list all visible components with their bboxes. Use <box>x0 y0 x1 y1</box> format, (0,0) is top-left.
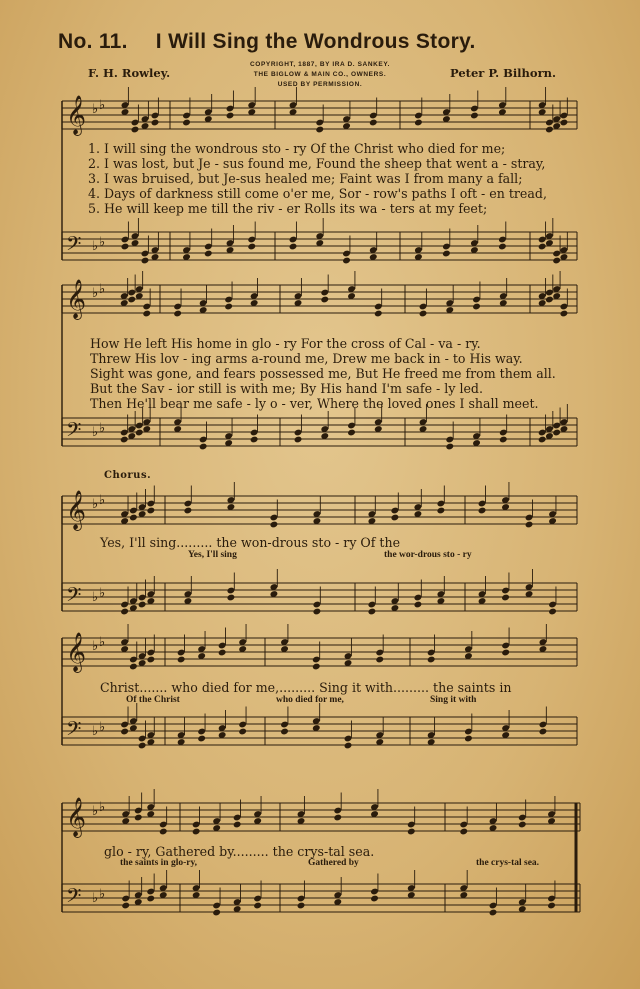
note-head <box>538 243 547 251</box>
chorus-line-3: glo - ry, Gathered by......... the crys-tal sea. <box>104 844 375 859</box>
note-head <box>472 303 481 311</box>
note-head <box>414 119 423 127</box>
note-head <box>159 828 168 836</box>
note-head <box>184 507 193 515</box>
note-head <box>294 436 303 444</box>
note-head <box>147 656 156 664</box>
note-head <box>375 656 384 664</box>
flat-sign: ♭ <box>92 102 99 117</box>
chorus-label: Chorus. <box>104 470 152 481</box>
note-head <box>414 601 423 609</box>
note-head <box>560 310 569 318</box>
note-head <box>253 902 262 910</box>
note-head <box>333 814 342 822</box>
note-head <box>120 436 129 444</box>
treble-clef: 𝄞 <box>66 632 87 672</box>
treble-clef: 𝄞 <box>66 490 87 530</box>
verse-3-line-2: Sight was gone, and fears possessed me, But He freed me from them all. <box>90 366 556 381</box>
note-head <box>427 656 436 664</box>
composer-credit: Peter P. Bilhorn. <box>450 66 557 80</box>
note-head <box>134 814 143 822</box>
note-head <box>501 594 510 602</box>
flat-sign: ♭ <box>99 586 106 601</box>
note-head <box>312 663 321 671</box>
flat-sign: ♭ <box>92 239 99 254</box>
flat-sign: ♭ <box>99 493 106 508</box>
flat-sign: ♭ <box>92 425 99 440</box>
flat-sign: ♭ <box>92 286 99 301</box>
verse-4-line-2: But the Sav - ior still is with me; By His hand I'm safe - ly led. <box>90 381 483 396</box>
note-head <box>121 902 130 910</box>
note-head <box>151 119 160 127</box>
note-head <box>547 902 556 910</box>
note-head <box>247 243 256 251</box>
note-head <box>173 310 182 318</box>
note-head <box>552 257 561 265</box>
note-head <box>538 436 547 444</box>
treble-clef: 𝄞 <box>66 95 87 135</box>
note-head <box>289 243 298 251</box>
note-head <box>374 310 383 318</box>
verse-1-line-1: 1. I will sing the wondrous sto - ry Of the Christ who died for me; <box>88 141 506 156</box>
note-head <box>212 909 221 917</box>
note-head <box>120 608 129 616</box>
flat-sign: ♭ <box>99 635 106 650</box>
chorus-bass-lyric: the wor-drous sto - ry <box>384 550 472 560</box>
chorus-bass-lyric: Yes, I'll sing <box>188 550 237 560</box>
note-head <box>218 649 227 657</box>
note-head <box>131 126 140 134</box>
note-head <box>147 507 156 515</box>
note-head <box>501 649 510 657</box>
note-head <box>552 429 561 437</box>
note-head <box>129 663 138 671</box>
flat-sign: ♭ <box>99 800 106 815</box>
note-head <box>445 443 454 451</box>
note-head <box>313 608 322 616</box>
note-head <box>545 126 554 134</box>
bass-clef: 𝄢 <box>66 583 82 611</box>
note-head <box>135 429 144 437</box>
note-head <box>459 828 468 836</box>
flat-sign: ♭ <box>99 235 106 250</box>
note-head <box>233 821 242 829</box>
lyricist-credit: F. H. Rowley. <box>88 66 171 80</box>
note-head <box>224 303 233 311</box>
note-head <box>368 608 377 616</box>
treble-clef: 𝄞 <box>66 279 87 319</box>
note-head <box>142 310 151 318</box>
note-head <box>192 828 201 836</box>
note-head <box>499 436 508 444</box>
flat-sign: ♭ <box>92 590 99 605</box>
note-head <box>197 735 206 743</box>
note-head <box>320 296 329 304</box>
bass-clef: 𝄢 <box>66 418 82 446</box>
note-head <box>204 250 213 258</box>
flat-sign: ♭ <box>92 639 99 654</box>
copyright-line: COPYRIGHT, 1887, BY IRA D. SANKEY. <box>250 61 390 68</box>
treble-clef: 𝄞 <box>66 797 87 837</box>
note-head <box>539 728 548 736</box>
note-head <box>120 728 129 736</box>
note-head <box>391 514 400 522</box>
note-head <box>342 257 351 265</box>
flat-sign: ♭ <box>92 804 99 819</box>
bass-clef: 𝄢 <box>66 717 82 745</box>
flat-sign: ♭ <box>92 891 99 906</box>
flat-sign: ♭ <box>99 887 106 902</box>
chorus-line-1: Yes, I'll sing......... the won-drous sto - ry Of the <box>100 535 401 550</box>
note-head <box>238 728 247 736</box>
flat-sign: ♭ <box>99 421 106 436</box>
note-head <box>525 521 534 529</box>
verse-1-line-2: How He left His home in glo - ry For the cross of Cal - va - ry. <box>90 336 481 351</box>
flat-sign: ♭ <box>99 98 106 113</box>
note-head <box>407 828 416 836</box>
chorus-bass-lyric: Of the Christ <box>126 695 180 705</box>
note-head <box>478 507 487 515</box>
note-head <box>489 909 498 917</box>
note-head <box>560 119 569 127</box>
note-head <box>344 742 353 750</box>
note-head <box>498 243 507 251</box>
flat-sign: ♭ <box>99 720 106 735</box>
note-head <box>127 296 136 304</box>
note-head <box>419 310 428 318</box>
note-head <box>182 119 191 127</box>
flat-sign: ♭ <box>92 497 99 512</box>
chorus-bass-lyric: who died for me, <box>276 695 344 705</box>
note-head <box>129 514 138 522</box>
note-head <box>226 112 235 120</box>
verse-2-line-1: 2. I was lost, but Je - sus found me, Found the sheep that went a - stray, <box>88 156 546 171</box>
bass-clef: 𝄢 <box>66 232 82 260</box>
note-head <box>442 250 451 258</box>
chorus-bass-lyric: the saints in glo-ry, <box>120 858 198 868</box>
note-head <box>464 735 473 743</box>
hymn-number: No. 11. <box>58 30 128 53</box>
flat-sign: ♭ <box>92 724 99 739</box>
note-head <box>545 296 554 304</box>
note-head <box>121 243 130 251</box>
chorus-bass-lyric: the crys-tal sea. <box>476 858 540 868</box>
note-head <box>518 821 527 829</box>
flat-sign: ♭ <box>99 282 106 297</box>
note-head <box>270 521 279 529</box>
note-head <box>199 443 208 451</box>
note-head <box>141 257 150 265</box>
note-head <box>470 112 479 120</box>
note-head <box>370 895 379 903</box>
chorus-bass-lyric: Sing it with <box>430 695 477 705</box>
note-head <box>548 608 557 616</box>
note-head <box>280 728 289 736</box>
note-head <box>146 895 155 903</box>
bass-clef: 𝄢 <box>66 884 82 912</box>
note-head <box>369 119 378 127</box>
chorus-bass-lyric: Gathered by <box>308 858 359 868</box>
verse-2-line-2: Threw His lov - ing arms a-round me, Drew me back in - to His way. <box>90 351 523 366</box>
verse-5-line-2: Then He'll bear me safe - ly o - ver, Where the loved ones I shall meet. <box>90 396 539 411</box>
note-head <box>138 742 147 750</box>
verse-3-line-1: 3. I was bruised, but Je-sus healed me; Faint was I from many a fall; <box>88 171 523 186</box>
note-head <box>250 436 259 444</box>
verse-5-line-1: 5. He will keep me till the riv - er Rolls its wa - ters at my feet; <box>88 201 488 216</box>
note-head <box>315 126 324 134</box>
note-head <box>227 594 236 602</box>
verse-4-line-1: 4. Days of darkness still come o'er me, Sor - row's paths I oft - en tread, <box>88 186 547 201</box>
chorus-line-2: Christ....... who died for me,......... Sing it with......... the saints in <box>100 680 512 695</box>
note-head <box>437 507 446 515</box>
copyright-line: USED BY PERMISSION. <box>277 81 363 88</box>
note-head <box>347 429 356 437</box>
hymn-title: I Will Sing the Wondrous Story. <box>155 30 476 53</box>
note-head <box>177 656 186 664</box>
note-head <box>297 902 306 910</box>
copyright-line: THE BIGLOW & MAIN CO., OWNERS. <box>253 71 387 78</box>
note-head <box>138 601 147 609</box>
